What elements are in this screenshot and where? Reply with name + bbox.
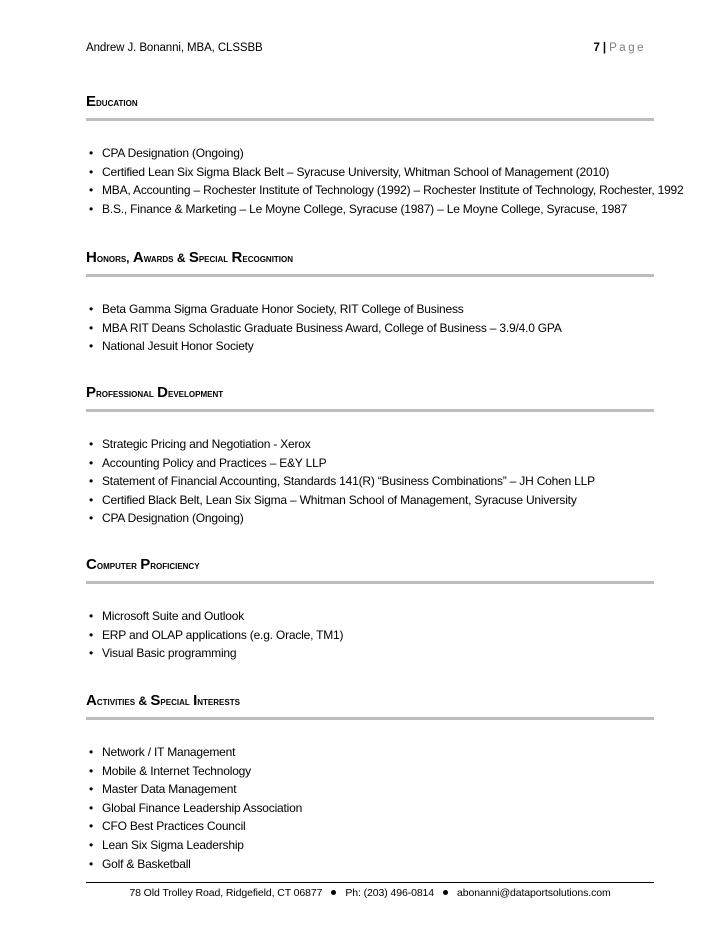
- bullet-icon: •: [89, 782, 94, 797]
- list-item: [86, 799, 654, 818]
- list-item: [86, 200, 654, 219]
- bullet-icon: •: [89, 627, 94, 642]
- bullet-icon: •: [89, 183, 94, 198]
- page-footer: [86, 882, 654, 899]
- footer-divider: [86, 882, 654, 883]
- item-text: Visual Basic programming: [102, 646, 237, 661]
- item-text: CPA Designation (Ongoing): [102, 146, 244, 160]
- list-item: [86, 762, 654, 781]
- bullet-icon: •: [89, 201, 94, 216]
- item-text: Global Finance Leadership Association: [102, 800, 303, 815]
- title-rest: nterests: [197, 694, 240, 708]
- professional-development-list: [86, 435, 654, 528]
- title-rest: wards &: [143, 251, 189, 265]
- title-rest: ecognition: [242, 251, 294, 265]
- list-item: [86, 836, 654, 855]
- title-initial: P: [140, 556, 151, 573]
- footer-phone: Ph: (203) 496-0814: [345, 887, 435, 899]
- section-title-honors: [86, 248, 654, 268]
- title-rest: ducation: [96, 95, 138, 109]
- bullet-icon: •: [89, 837, 94, 852]
- item-text: Microsoft Suite and Outlook: [102, 609, 245, 623]
- header-page-indicator: [594, 42, 647, 54]
- item-text: CFO Best Practices Council: [102, 819, 246, 834]
- title-initial: I: [193, 692, 198, 709]
- section-divider: [86, 409, 654, 412]
- list-item: [86, 181, 684, 200]
- title-rest: ctivities &: [96, 694, 151, 708]
- title-rest: onors,: [96, 251, 133, 265]
- title-rest: roficiency: [150, 558, 200, 572]
- list-item: [86, 491, 654, 510]
- title-rest: pecial: [160, 694, 194, 708]
- bullet-icon: •: [89, 856, 94, 871]
- item-text: Strategic Pricing and Negotiation - Xerox: [102, 437, 311, 451]
- title-initial: R: [231, 249, 243, 266]
- list-item: [86, 607, 654, 626]
- list-item: [86, 855, 654, 874]
- item-text: Certified Lean Six Sigma Black Belt – Syracuse University, Whitman School of Management (2010): [102, 164, 610, 179]
- list-item: [86, 472, 654, 491]
- list-item: [86, 144, 654, 163]
- item-text: Golf & Basketball: [102, 856, 191, 871]
- title-initial: A: [132, 249, 144, 266]
- title-initial: P: [86, 384, 97, 401]
- title-initial: A: [86, 692, 97, 709]
- item-text: National Jesuit Honor Society: [102, 339, 254, 354]
- title-initial: C: [86, 556, 97, 573]
- title-rest: omputer: [96, 558, 141, 572]
- item-text: Certified Black Belt, Lean Six Sigma – Whitman School of Management, Syracuse University: [102, 492, 577, 507]
- item-text: ERP and OLAP applications (e.g. Oracle, TM1): [102, 627, 344, 642]
- page-number: 7: [593, 42, 600, 54]
- bullet-icon: •: [89, 146, 94, 160]
- bullet-icon: •: [89, 455, 94, 470]
- bullet-icon: •: [89, 164, 94, 179]
- section-title-education: [86, 92, 654, 112]
- header-author: Andrew J. Bonanni, MBA, CLSSBB: [86, 42, 263, 54]
- section-honors: [86, 248, 654, 356]
- item-text: MBA, Accounting – Rochester Institute of Technology (1992) – Rochester Institute of Technology, Rochester, 1992: [102, 183, 684, 198]
- item-text: Master Data Management: [102, 782, 237, 797]
- title-rest: evelopment: [167, 386, 224, 400]
- list-item: [86, 743, 654, 762]
- section-divider: [86, 717, 654, 720]
- list-item: [86, 300, 654, 319]
- section-title-computer-proficiency: [86, 555, 654, 575]
- bullet-icon: •: [89, 492, 94, 507]
- bullet-icon: •: [89, 511, 94, 526]
- section-divider: [86, 274, 654, 277]
- bullet-icon: •: [89, 320, 94, 335]
- computer-proficiency-list: [86, 607, 654, 663]
- section-divider: [86, 118, 654, 121]
- section-title-professional-development: [86, 383, 654, 403]
- bullet-icon: •: [89, 437, 94, 451]
- section-title-activities: [86, 691, 654, 711]
- bullet-icon: •: [89, 474, 94, 489]
- title-initial: H: [86, 249, 97, 266]
- list-item: [86, 644, 654, 663]
- separator-dot-icon: [331, 890, 336, 895]
- section-divider: [86, 581, 654, 584]
- page-separator: |: [602, 42, 607, 54]
- footer-contact: [86, 887, 654, 899]
- bullet-icon: •: [89, 763, 94, 778]
- section-computer-proficiency: [86, 555, 654, 663]
- item-text: Lean Six Sigma Leadership: [102, 837, 244, 852]
- bullet-icon: •: [89, 339, 94, 354]
- bullet-icon: •: [89, 819, 94, 834]
- page-label: Page: [609, 42, 646, 54]
- section-activities: [86, 691, 654, 873]
- list-item: [86, 817, 654, 836]
- item-text: CPA Designation (Ongoing): [102, 511, 244, 526]
- list-item: [86, 454, 654, 473]
- title-initial: S: [150, 692, 161, 709]
- item-text: Beta Gamma Sigma Graduate Honor Society, RIT College of Business: [102, 302, 464, 316]
- activities-list: [86, 743, 654, 873]
- item-text: MBA RIT Deans Scholastic Graduate Business Award, College of Business – 3.9/4.0 GPA: [102, 320, 562, 335]
- separator-dot-icon: [443, 890, 448, 895]
- title-initial: D: [157, 384, 168, 401]
- item-text: Statement of Financial Accounting, Standards 141(R) “Business Combinations” – JH Cohen LLP: [102, 474, 595, 489]
- section-education: [86, 92, 684, 218]
- title-initial: S: [188, 249, 199, 266]
- list-item: [86, 337, 654, 356]
- list-item: [86, 780, 654, 799]
- bullet-icon: •: [89, 800, 94, 815]
- title-rest: pecial: [198, 251, 232, 265]
- item-text: Accounting Policy and Practices – E&Y LLP: [102, 455, 327, 470]
- item-text: Mobile & Internet Technology: [102, 763, 251, 778]
- section-professional-development: [86, 383, 654, 528]
- list-item: [86, 626, 654, 645]
- bullet-icon: •: [89, 302, 94, 316]
- footer-email[interactable]: abonanni@dataportsolutions.com: [457, 887, 611, 899]
- bullet-icon: •: [89, 745, 94, 759]
- list-item: [86, 319, 654, 338]
- bullet-icon: •: [89, 646, 94, 661]
- list-item: [86, 435, 654, 454]
- honors-list: [86, 300, 654, 356]
- title-initial: E: [86, 93, 97, 110]
- education-list: [86, 144, 684, 218]
- item-text: Network / IT Management: [102, 745, 236, 759]
- item-text: B.S., Finance & Marketing – Le Moyne College, Syracuse (1987) – Le Moyne College, Syracuse, 1987: [102, 201, 628, 216]
- list-item: [86, 163, 654, 182]
- footer-address: 78 Old Trolley Road, Ridgefield, CT 06877: [129, 887, 323, 899]
- list-item: [86, 509, 654, 528]
- bullet-icon: •: [89, 609, 94, 623]
- title-rest: rofessional: [96, 386, 158, 400]
